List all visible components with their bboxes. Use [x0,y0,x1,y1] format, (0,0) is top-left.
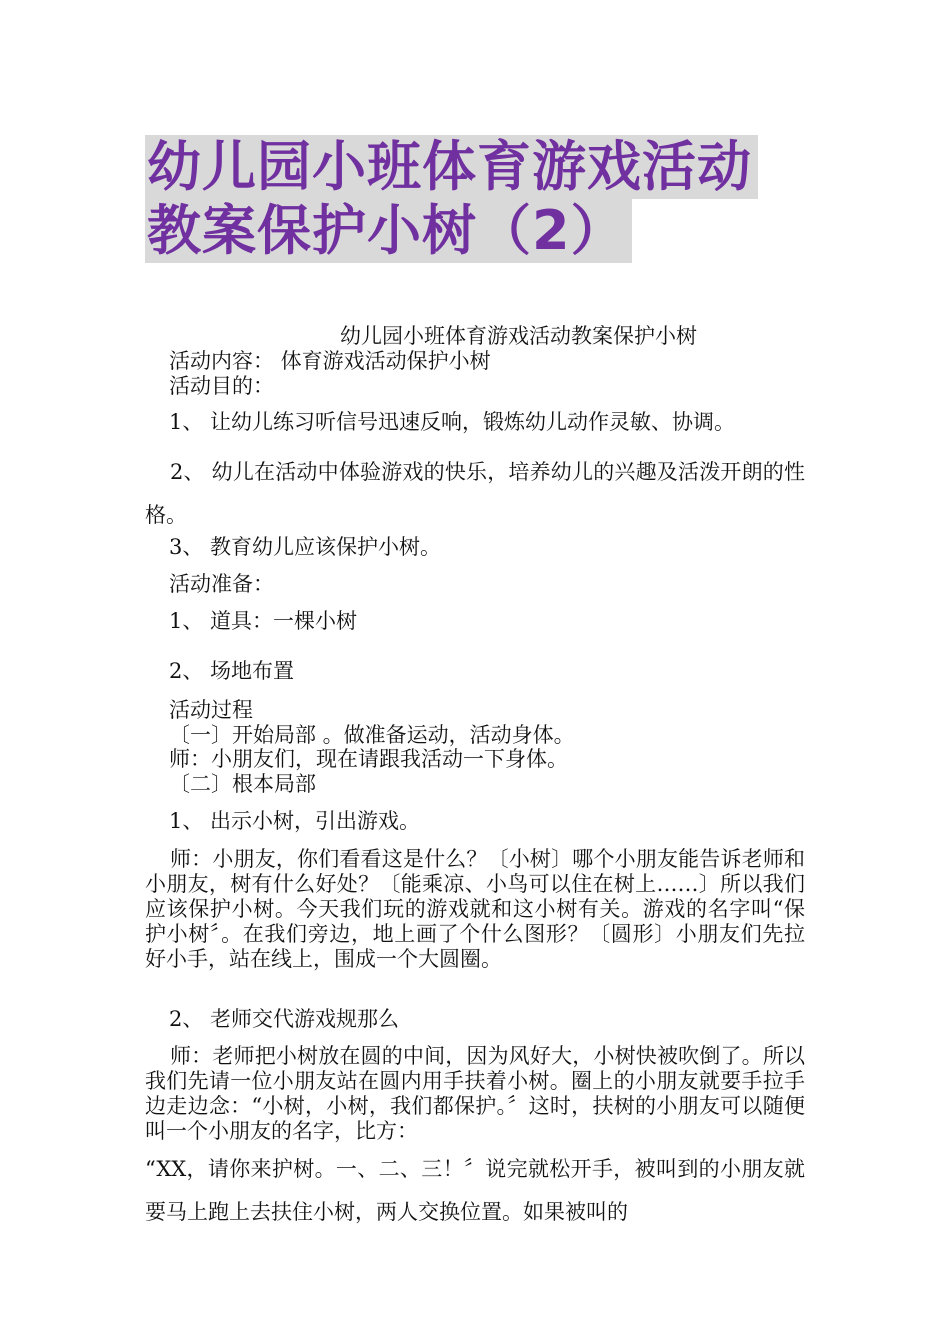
dialogue-paragraph-1: 师：小朋友，你们看看这是什么？〔小树〕哪个小朋友能告诉老师和小朋友，树有什么好处？〔能乘凉、小鸟可以住在树上……〕所以我们应该保护小树。今天我们玩的游戏就和这小树有关。游戏的名字叫“保护小树〞。在我们旁边，地上画了个什么图形？〔圆形〕小朋友们先拉好小手，站在线上，围成一个大圆圈。 [145,847,805,971]
activity-goal-heading: 活动目的： [169,374,274,398]
goal-item-3: 3、 教育幼儿应该保护小树。 [169,535,442,559]
prep-item-1: 1、 道具：一棵小树 [169,609,358,633]
goal-item-2: 2、 幼儿在活动中体验游戏的快乐，培养幼儿的兴趣及活泼开朗的性格。 [145,460,805,527]
dialogue-paragraph-3: “XX，请你来护树。一、二、三！〞说完就松开手，被叫到的小朋友就要马上跑上去扶住小树，两人交换位置。如果被叫的 [145,1157,805,1224]
title-line-2: 教案保护小树（2） [145,199,632,263]
process-part-2: 〔二〕根本局部 [169,772,316,796]
process-part-1: 〔一〕开始局部 。做准备运动，活动身体。 [169,723,575,747]
activity-prep-heading: 活动准备： [169,572,274,596]
step-item-2: 2、 老师交代游戏规那么 [169,1007,400,1031]
document-title [145,135,815,263]
prep-item-2: 2、 场地布置 [169,659,295,683]
document-subtitle: 幼儿园小班体育游戏活动教案保护小树 [340,324,697,348]
dialogue-paragraph-2: 师：老师把小树放在圆的中间，因为风好大，小树快被吹倒了。所以我们先请一位小朋友站在圆内用手扶着小树。圈上的小朋友就要手拉手边走边念：“小树，小树，我们都保护。〞这时，扶树的小朋友可以随便叫一个小朋友的名字，比方： [145,1044,805,1143]
goal-item-1: 1、 让幼儿练习听信号迅速反响，锻炼幼儿动作灵敏、协调。 [169,410,736,434]
activity-process-heading: 活动过程 [169,698,253,722]
step-item-1: 1、 出示小树，引出游戏。 [169,809,421,833]
title-line-1: 幼儿园小班体育游戏活动 [145,135,758,199]
teacher-line-1: 师：小朋友们，现在请跟我活动一下身体。 [169,747,568,771]
activity-content: 活动内容： 体育游戏活动保护小树 [169,349,491,373]
